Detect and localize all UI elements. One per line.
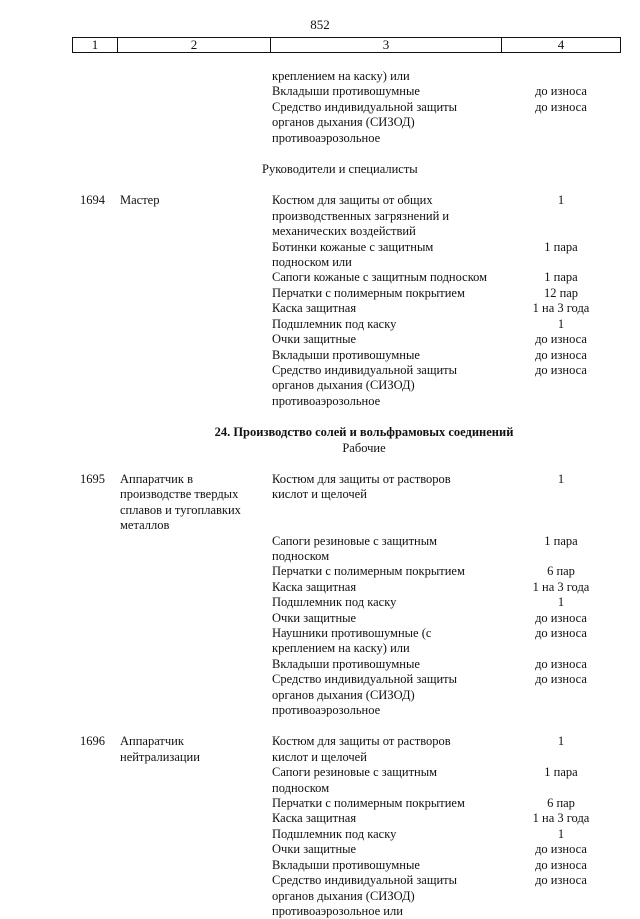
- ppe-item-line: Ботинки кожаные с защитным: [272, 239, 434, 254]
- profession-line: нейтрализации: [120, 749, 200, 764]
- issue-norm-cell: [502, 363, 620, 409]
- ppe-row: [72, 472, 620, 534]
- entry-number-cell: [72, 534, 114, 565]
- ppe-item-line: подноском или: [272, 255, 352, 270]
- section-title: 24. Производство солей и вольфрамовых соединений: [214, 425, 514, 440]
- issue-norm: 1: [557, 471, 565, 486]
- issue-norm-cell: [502, 827, 620, 842]
- profession-line: сплавов и тугоплавких: [120, 502, 241, 517]
- ppe-item-line: противоаэрозольное: [272, 130, 381, 145]
- ppe-item-cell: [272, 286, 502, 301]
- ppe-item-line: Средство индивидуальной защиты: [272, 873, 458, 888]
- ppe-item-line: Подшлемник под каску: [272, 826, 397, 841]
- ppe-row: [72, 270, 620, 285]
- issue-norm: 1: [557, 826, 565, 841]
- profession-line: производстве твердых: [120, 487, 239, 502]
- ppe-item-line: Вкладыши противошумные: [272, 347, 420, 362]
- entry-number-cell: [72, 69, 114, 84]
- column-header-3: 3: [271, 38, 502, 53]
- profession-cell: [114, 193, 272, 239]
- ppe-item-line: Сапоги резиновые с защитным: [272, 533, 438, 548]
- profession-cell: [114, 363, 272, 409]
- entry-number-cell: [72, 270, 114, 285]
- ppe-item-cell: [272, 193, 502, 239]
- ppe-row: [72, 796, 620, 811]
- ppe-item-line: Каска защитная: [272, 811, 357, 826]
- profession-cell: [114, 595, 272, 610]
- profession-cell: [114, 765, 272, 796]
- profession-cell: [114, 84, 272, 99]
- ppe-item-line: противоаэрозольное или: [272, 903, 403, 918]
- entry-number-cell: [72, 657, 114, 672]
- profession-cell: [114, 534, 272, 565]
- issue-norm: до износа: [535, 99, 587, 114]
- ppe-item-cell: [272, 301, 502, 316]
- ppe-item-cell: [272, 317, 502, 332]
- issue-norm: 6 пар: [547, 796, 575, 811]
- ppe-item-line: органов дыхания (СИЗОД): [272, 115, 415, 130]
- profession-cell: [114, 564, 272, 579]
- issue-norm-cell: [502, 564, 620, 579]
- issue-norm-cell: [502, 240, 620, 271]
- profession-line: Мастер: [120, 193, 160, 208]
- issue-norm-cell: [502, 734, 620, 765]
- ppe-item-cell: [272, 811, 502, 826]
- entry-number-cell: [72, 873, 114, 919]
- ppe-item-cell: [272, 348, 502, 363]
- profession-cell: [114, 626, 272, 657]
- ppe-item-line: Вкладыши противошумные: [272, 84, 420, 99]
- issue-norm-cell: [502, 332, 620, 347]
- ppe-item-line: органов дыхания (СИЗОД): [272, 378, 415, 393]
- ppe-item-line: Очки защитные: [272, 842, 357, 857]
- spacer: [72, 409, 620, 425]
- issue-norm: 1: [557, 193, 565, 208]
- profession-cell: [114, 842, 272, 857]
- ppe-item-line: противоаэрозольное: [272, 393, 381, 408]
- issue-norm-cell: [502, 796, 620, 811]
- ppe-row: [72, 672, 620, 718]
- issue-norm: 1: [557, 316, 565, 331]
- ppe-item-line: органов дыхания (СИЗОД): [272, 888, 415, 903]
- issue-norm-cell: [502, 811, 620, 826]
- ppe-item-cell: [272, 796, 502, 811]
- ppe-item-line: Сапоги резиновые с защитным: [272, 765, 438, 780]
- column-header-row: [73, 38, 621, 53]
- page-number: 852: [310, 17, 330, 32]
- ppe-item-cell: [272, 332, 502, 347]
- ppe-row: [72, 765, 620, 796]
- ppe-item-line: Очки защитные: [272, 332, 357, 347]
- ppe-row: [72, 611, 620, 626]
- ppe-row: [72, 193, 620, 239]
- ppe-item-line: Подшлемник под каску: [272, 316, 397, 331]
- entry-number: 1696: [80, 734, 105, 749]
- entry-number-cell: [72, 580, 114, 595]
- ppe-item-cell: [272, 858, 502, 873]
- ppe-item-cell: [272, 270, 502, 285]
- ppe-item-line: Костюм для защиты от растворов: [272, 734, 451, 749]
- issue-norm-cell: [502, 765, 620, 796]
- ppe-item-line: Каска защитная: [272, 301, 357, 316]
- ppe-item-cell: [272, 100, 502, 146]
- ppe-item-line: Средство индивидуальной защиты: [272, 362, 458, 377]
- ppe-item-cell: [272, 564, 502, 579]
- profession-cell: [114, 580, 272, 595]
- ppe-item-line: Костюм для защиты от растворов: [272, 471, 451, 486]
- entry-number-cell: [72, 858, 114, 873]
- ppe-item-cell: [272, 595, 502, 610]
- ppe-row: [72, 69, 620, 84]
- entry-number-cell: [72, 301, 114, 316]
- profession-cell: [114, 734, 272, 765]
- ppe-item-cell: [272, 626, 502, 657]
- entry-number-cell: [72, 100, 114, 146]
- ppe-item-cell: [272, 611, 502, 626]
- ppe-row: [72, 873, 620, 919]
- ppe-item-line: Средство индивидуальной защиты: [272, 99, 458, 114]
- ppe-row: [72, 811, 620, 826]
- profession-cell: [114, 873, 272, 919]
- issue-norm: до износа: [535, 656, 587, 671]
- issue-norm-cell: [502, 286, 620, 301]
- entry-number-cell: [72, 626, 114, 657]
- issue-norm: 12 пар: [543, 285, 579, 300]
- section-subheading: Рабочие: [342, 440, 386, 455]
- category-heading: Руководители и специалисты: [262, 162, 418, 177]
- ppe-row: [72, 317, 620, 332]
- issue-norm-cell: [502, 69, 620, 84]
- ppe-item-line: Перчатки с полимерным покрытием: [272, 796, 465, 811]
- ppe-row: [72, 564, 620, 579]
- profession-cell: [114, 301, 272, 316]
- ppe-row: [72, 657, 620, 672]
- issue-norm-cell: [502, 84, 620, 99]
- entry-number-cell: [72, 84, 114, 99]
- ppe-row: [72, 348, 620, 363]
- ppe-row: [72, 595, 620, 610]
- ppe-item-line: Очки защитные: [272, 610, 357, 625]
- ppe-item-cell: [272, 472, 502, 534]
- ppe-item-line: Вкладыши противошумные: [272, 656, 420, 671]
- profession-cell: [114, 827, 272, 842]
- issue-norm: до износа: [535, 626, 587, 640]
- entry-number-cell: [72, 363, 114, 409]
- entry-number: 1695: [80, 471, 105, 486]
- profession-cell: [114, 611, 272, 626]
- profession-cell: [114, 348, 272, 363]
- issue-norm-cell: [502, 580, 620, 595]
- issue-norm-cell: [502, 301, 620, 316]
- column-header-4: 4: [502, 38, 621, 53]
- profession-line: Аппаратчик в: [120, 471, 193, 486]
- ppe-row: [72, 842, 620, 857]
- ppe-item-line: производственных загрязнений и: [272, 208, 450, 223]
- issue-norm: 1: [557, 595, 565, 610]
- entry-number-cell: [72, 564, 114, 579]
- ppe-item-line: противоаэрозольное: [272, 703, 381, 718]
- ppe-item-line: Средство индивидуальной защиты: [272, 672, 458, 687]
- issue-norm: 1 пара: [544, 270, 578, 285]
- ppe-item-cell: [272, 873, 502, 919]
- issue-norm-cell: [502, 472, 620, 534]
- issue-norm: 1: [557, 734, 565, 749]
- issue-norm: 1 на 3 года: [532, 301, 590, 316]
- ppe-item-line: Костюм для защиты от общих: [272, 193, 433, 208]
- profession-cell: [114, 270, 272, 285]
- entry-number-cell: [72, 286, 114, 301]
- profession-line: металлов: [120, 518, 170, 533]
- ppe-item-line: подноском: [272, 780, 330, 795]
- entry-number-cell: [72, 765, 114, 796]
- ppe-row: [72, 100, 620, 146]
- ppe-item-cell: [272, 84, 502, 99]
- profession-cell: [114, 286, 272, 301]
- ppe-item-cell: [272, 657, 502, 672]
- ppe-item-line: Каска защитная: [272, 579, 357, 594]
- issue-norm-cell: [502, 842, 620, 857]
- issue-norm-cell: [502, 672, 620, 718]
- ppe-item-cell: [272, 580, 502, 595]
- issue-norm-cell: [502, 595, 620, 610]
- ppe-item-line: Перчатки с полимерным покрытием: [272, 564, 465, 579]
- ppe-row: [72, 301, 620, 316]
- ppe-item-cell: [272, 240, 502, 271]
- issue-norm: до износа: [535, 842, 587, 857]
- issue-norm: до износа: [535, 873, 587, 888]
- ppe-item-line: кислот и щелочей: [272, 749, 367, 764]
- ppe-row: [72, 534, 620, 565]
- ppe-item-cell: [272, 534, 502, 565]
- entry-number-cell: [72, 672, 114, 718]
- ppe-row: [72, 858, 620, 873]
- issue-norm-cell: [502, 100, 620, 146]
- ppe-item-line: Наушники противошумные (с: [272, 626, 432, 640]
- issue-norm: до износа: [535, 332, 587, 347]
- entry-number-cell: [72, 827, 114, 842]
- entry-number-cell: [72, 811, 114, 826]
- ppe-item-line: креплением на каску) или: [272, 641, 410, 656]
- ppe-row: [72, 363, 620, 409]
- issue-norm-cell: [502, 317, 620, 332]
- profession-cell: [114, 858, 272, 873]
- issue-norm: 1 на 3 года: [532, 579, 590, 594]
- document-body: [72, 69, 620, 919]
- profession-cell: [114, 672, 272, 718]
- column-header-2: 2: [118, 38, 271, 53]
- issue-norm-cell: [502, 657, 620, 672]
- issue-norm-cell: [502, 534, 620, 565]
- ppe-item-line: Перчатки с полимерным покрытием: [272, 285, 465, 300]
- ppe-item-cell: [272, 734, 502, 765]
- profession-cell: [114, 69, 272, 84]
- entry-number-cell: [72, 796, 114, 811]
- ppe-item-cell: [272, 69, 502, 84]
- entry-number-cell: [72, 240, 114, 271]
- ppe-row: [72, 580, 620, 595]
- issue-norm-cell: [502, 858, 620, 873]
- issue-norm: 6 пар: [547, 564, 575, 579]
- ppe-row: [72, 286, 620, 301]
- issue-norm: 1 пара: [544, 239, 578, 254]
- profession-cell: [114, 796, 272, 811]
- profession-cell: [114, 240, 272, 271]
- ppe-row: [72, 626, 620, 657]
- spacer: [72, 718, 620, 734]
- entry-number: 1694: [80, 193, 105, 208]
- entry-number-cell: [72, 611, 114, 626]
- ppe-item-cell: [272, 672, 502, 718]
- issue-norm-cell: [502, 348, 620, 363]
- issue-norm: до износа: [535, 610, 587, 625]
- entry-number-cell: [72, 472, 114, 534]
- entry-number-cell: [72, 332, 114, 347]
- entry-number-cell: [72, 193, 114, 239]
- ppe-row: [72, 827, 620, 842]
- entry-number-cell: [72, 317, 114, 332]
- entry-number-cell: [72, 595, 114, 610]
- ppe-item-line: Сапоги кожаные с защитным подноском: [272, 270, 488, 285]
- spacer: [72, 146, 620, 162]
- profession-cell: [114, 317, 272, 332]
- ppe-row: [72, 240, 620, 271]
- profession-cell: [114, 811, 272, 826]
- ppe-item-line: механических воздействий: [272, 224, 416, 239]
- spacer: [72, 456, 620, 472]
- issue-norm-cell: [502, 611, 620, 626]
- issue-norm: до износа: [535, 857, 587, 872]
- ppe-row: [72, 734, 620, 765]
- profession-cell: [114, 657, 272, 672]
- issue-norm: 1 пара: [544, 765, 578, 780]
- issue-norm-cell: [502, 873, 620, 919]
- issue-norm: до износа: [535, 347, 587, 362]
- issue-norm-cell: [502, 270, 620, 285]
- column-header-table: [72, 37, 621, 53]
- ppe-item-line: подноском: [272, 548, 330, 563]
- profession-cell: [114, 332, 272, 347]
- profession-cell: [114, 472, 272, 534]
- issue-norm-cell: [502, 193, 620, 239]
- ppe-item-cell: [272, 827, 502, 842]
- issue-norm: 1 на 3 года: [532, 811, 590, 826]
- entry-number-cell: [72, 734, 114, 765]
- ppe-row: [72, 84, 620, 99]
- profession-cell: [114, 100, 272, 146]
- issue-norm: 1 пара: [544, 533, 578, 548]
- spacer: [72, 177, 620, 193]
- entry-number-cell: [72, 842, 114, 857]
- issue-norm: до износа: [535, 362, 587, 377]
- issue-norm: до износа: [535, 672, 587, 687]
- ppe-item-cell: [272, 765, 502, 796]
- ppe-item-line: кислот и щелочей: [272, 487, 367, 502]
- issue-norm: до износа: [535, 84, 587, 99]
- ppe-item-line: Подшлемник под каску: [272, 595, 397, 610]
- column-header-1: 1: [73, 38, 118, 53]
- ppe-item-line: органов дыхания (СИЗОД): [272, 687, 415, 702]
- ppe-item-cell: [272, 363, 502, 409]
- ppe-item-line: креплением на каску) или: [272, 69, 410, 83]
- issue-norm-cell: [502, 626, 620, 657]
- ppe-item-cell: [272, 842, 502, 857]
- ppe-row: [72, 332, 620, 347]
- entry-number-cell: [72, 348, 114, 363]
- ppe-item-line: Вкладыши противошумные: [272, 857, 420, 872]
- profession-line: Аппаратчик: [120, 734, 184, 749]
